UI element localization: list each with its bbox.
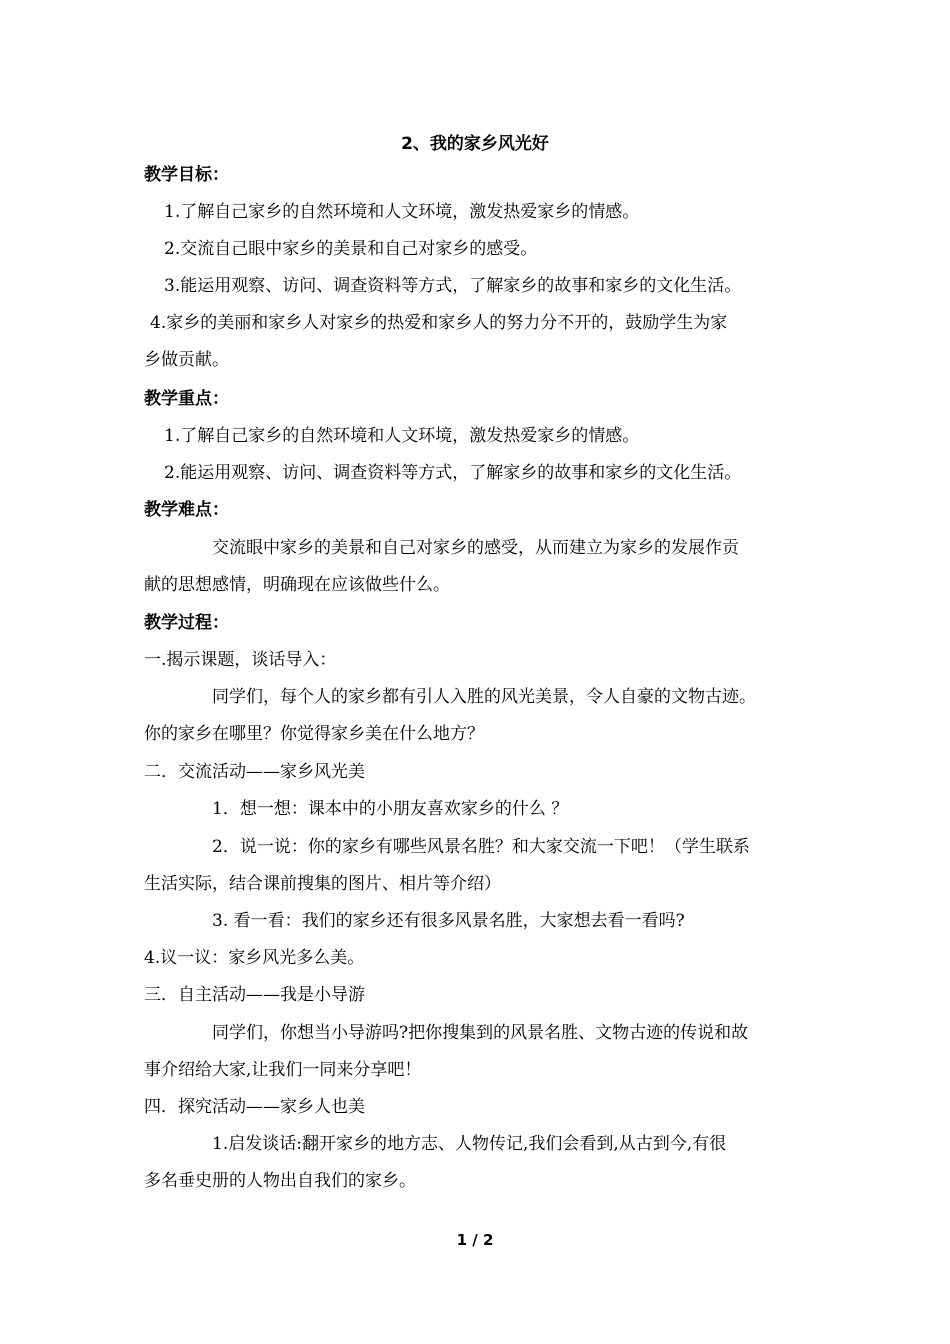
process-line-5: 1．想一想：课本中的小朋友喜欢家乡的什么 ？ [212,799,569,819]
process-line-4: 二．交流活动——家乡风光美 [144,762,365,782]
key-heading: 教学重点： [144,389,229,409]
goals-heading: 教学目标： [144,165,229,185]
process-line-7: 生活实际，结合课前搜集的图片、相片等介绍） [144,874,501,894]
goal-line-5: 乡做贡献。 [144,350,229,370]
goal-line-4: 4.家乡的美丽和家乡人对家乡的热爱和家乡人的努力分不开的，鼓励学生为家 [150,313,728,333]
process-line-11: 同学们，你想当小导游吗?把你搜集到的风景名胜、文物古迹的传说和故 [212,1023,749,1043]
process-heading: 教学过程： [144,613,229,633]
page-number: 1 / 2 [456,1231,494,1249]
process-line-3: 你的家乡在哪里？你觉得家乡美在什么地方？ [144,724,484,744]
process-line-12: 事介绍给大家,让我们一同来分享吧！ [144,1060,422,1080]
goal-line-1: 1.了解自己家乡的自然环境和人文环境，激发热爱家乡的情感。 [164,202,640,222]
process-line-8: 3. 看一看：我们的家乡还有很多风景名胜，大家想去看一看吗? [212,911,685,931]
key-line-2: 2.能运用观察、访问、调查资料等方式，了解家乡的故事和家乡的文化生活。 [164,463,742,483]
page-title: 2、我的家乡风光好 [401,134,549,154]
process-line-1: 一.揭示课题，谈话导入： [144,650,337,670]
difficulty-line-2: 献的思想感情，明确现在应该做些什么。 [144,575,450,595]
goal-line-2: 2.交流自己眼中家乡的美景和自己对家乡的感受。 [164,239,538,259]
process-line-15: 多名垂史册的人物出自我们的家乡。 [144,1171,416,1191]
process-line-6: 2．说一说：你的家乡有哪些风景名胜？和大家交流一下吧！（学生联系 [212,837,750,857]
goal-line-3: 3.能运用观察、访问、调查资料等方式，了解家乡的故事和家乡的文化生活。 [164,276,742,296]
key-line-1: 1.了解自己家乡的自然环境和人文环境，激发热爱家乡的情感。 [164,426,640,446]
process-line-9: 4.议一议：家乡风光多么美。 [144,948,365,968]
difficulty-line-1: 交流眼中家乡的美景和自己对家乡的感受，从而建立为家乡的发展作贡 [212,538,739,558]
process-line-10: 三．自主活动——我是小导游 [144,985,365,1005]
process-line-2: 同学们，每个人的家乡都有引人入胜的风光美景，令人自豪的文物古迹。 [212,687,756,707]
difficulty-heading: 教学难点： [144,500,229,520]
process-line-13: 四．探究活动——家乡人也美 [144,1097,365,1117]
process-line-14: 1.启发谈话:翻开家乡的地方志、人物传记,我们会看到,从古到今,有很 [212,1134,727,1154]
